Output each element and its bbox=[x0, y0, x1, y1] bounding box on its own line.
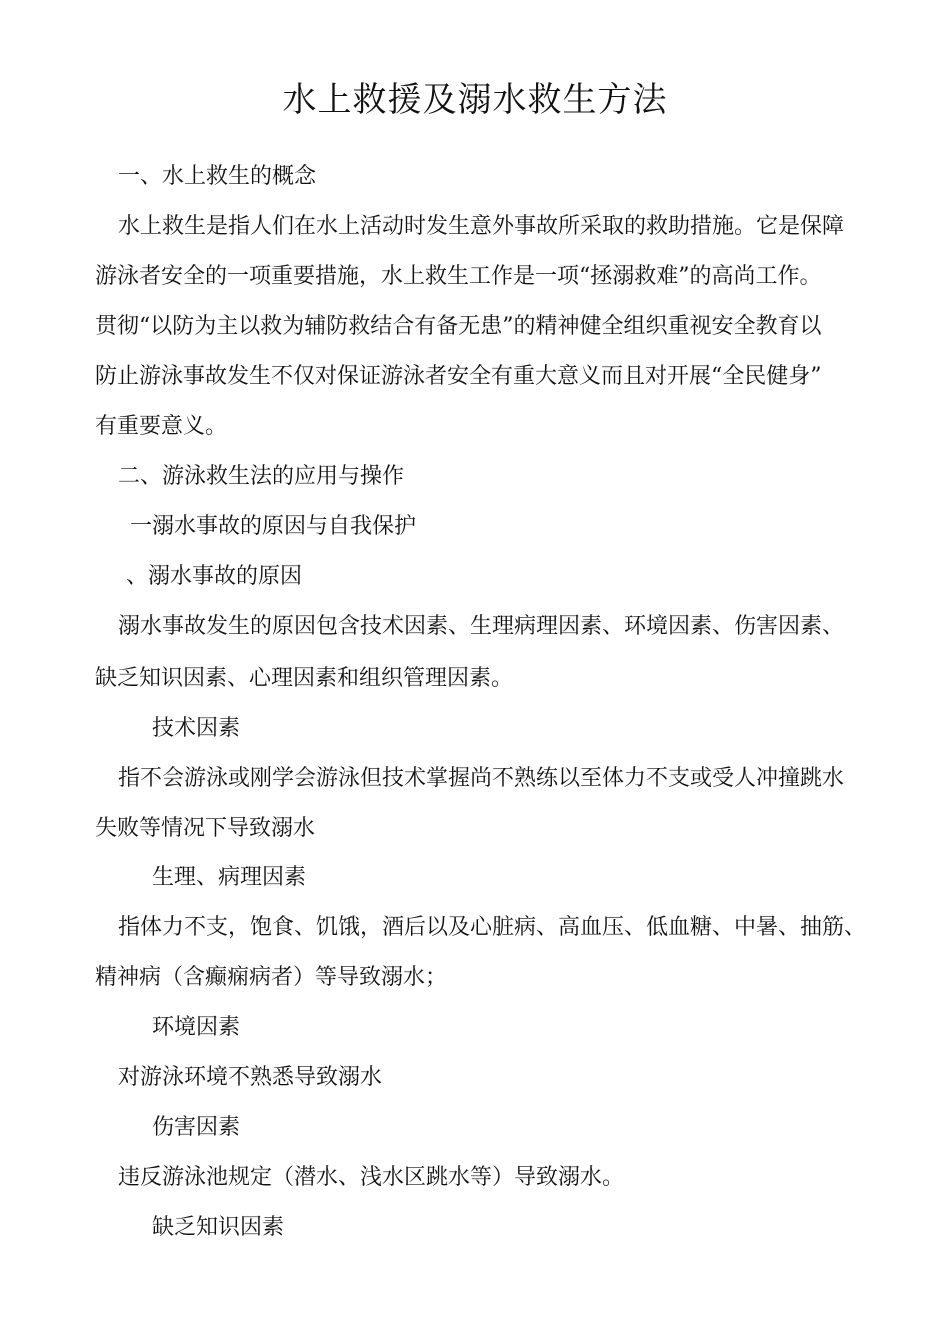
factor-heading: 生理、病理因素 bbox=[152, 865, 307, 890]
subsection-heading: 一溺水事故的原因与自我保护 bbox=[130, 514, 417, 539]
factor-heading: 技术因素 bbox=[152, 716, 241, 741]
paragraph-line: 游泳者安全的一项重要措施，水上救生工作是一项“拯溺救难”的高尚工作。 bbox=[95, 264, 822, 289]
subsection-heading: 、溺水事故的原因 bbox=[126, 564, 303, 589]
paragraph-line: 指体力不支，饱食、饥饿，酒后以及心脏病、高血压、低血糖、中暑、抽筋、 bbox=[118, 915, 867, 940]
paragraph-line: 违反游泳池规定（潜水、浅水区跳水等）导致溺水。 bbox=[118, 1165, 625, 1190]
factor-heading: 环境因素 bbox=[152, 1015, 241, 1040]
paragraph-line: 有重要意义。 bbox=[95, 414, 228, 439]
document-title: 水上救援及溺水救生方法 bbox=[282, 80, 668, 120]
paragraph-line: 对游泳环境不熟悉导致溺水 bbox=[118, 1065, 383, 1090]
section-heading-concept: 一、水上救生的概念 bbox=[118, 164, 317, 189]
paragraph-line: 缺乏知识因素、心理因素和组织管理因素。 bbox=[95, 666, 514, 691]
paragraph-line: 贯彻“以防为主以救为辅防救结合有备无患”的精神健全组织重视安全教育以 bbox=[95, 314, 822, 339]
paragraph-line: 水上救生是指人们在水上活动时发生意外事故所采取的救助措施。它是保障 bbox=[118, 214, 845, 239]
paragraph-line: 防止游泳事故发生不仅对保证游泳者安全有重大意义而且对开展“全民健身” bbox=[95, 364, 822, 389]
section-heading-application: 二、游泳救生法的应用与操作 bbox=[118, 464, 405, 489]
factor-heading: 缺乏知识因素 bbox=[152, 1215, 285, 1240]
paragraph-line: 溺水事故发生的原因包含技术因素、生理病理因素、环境因素、伤害因素、 bbox=[118, 614, 845, 639]
paragraph-line: 指不会游泳或刚学会游泳但技术掌握尚不熟练以至体力不支或受人冲撞跳水 bbox=[118, 766, 845, 791]
factor-heading: 伤害因素 bbox=[152, 1115, 241, 1140]
paragraph-line: 精神病（含癫痫病者）等导致溺水； bbox=[95, 965, 448, 990]
paragraph-line: 失败等情况下导致溺水 bbox=[95, 816, 316, 841]
